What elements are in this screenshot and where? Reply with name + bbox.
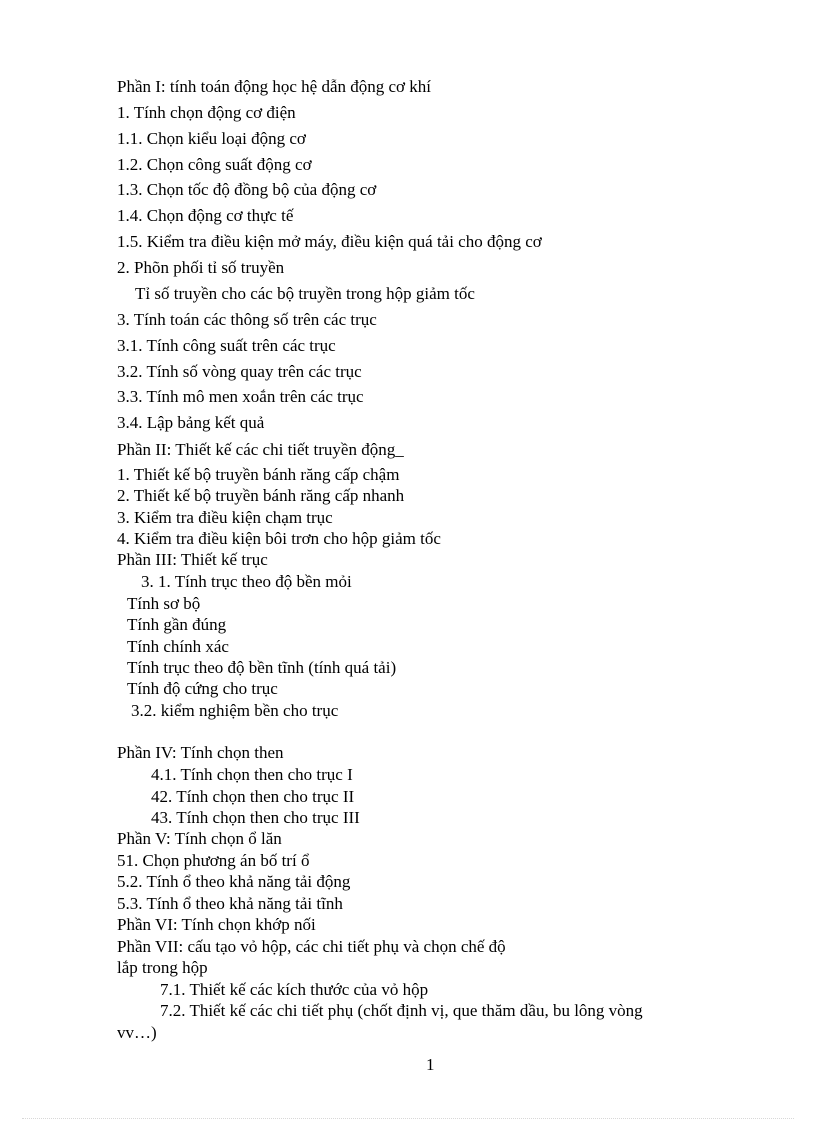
toc-line: 3.2. Tính số vòng quay trên các trục (117, 362, 362, 381)
toc-line: 7.2. Thiết kế các chi tiết phụ (chốt định vị, que thăm dầu, bu lông vòng (160, 1001, 643, 1020)
toc-line: 43. Tính chọn then cho trục III (151, 808, 360, 827)
toc-part-6-heading: Phần VI: Tính chọn khớp nối (117, 915, 316, 934)
toc-line: 3. Kiểm tra điều kiện chạm trục (117, 508, 333, 527)
toc-line: 4.1. Tính chọn then cho trục I (151, 765, 353, 784)
toc-line: Tính độ cứng cho trục (127, 679, 278, 698)
toc-part-7-heading: Phần VII: cấu tạo vỏ hộp, các chi tiết phụ và chọn chế độ (117, 937, 506, 956)
toc-line: 2. Thiết kế bộ truyền bánh răng cấp nhanh (117, 486, 405, 505)
toc-line: 3.2. kiểm nghiệm bền cho trục (131, 701, 339, 720)
toc-line: 3. Tính toán các thông số trên các trục (117, 310, 377, 329)
toc-line: vv…) (117, 1023, 157, 1042)
toc-line: 3.1. Tính công suất trên các trục (117, 336, 336, 355)
toc-line: Tính sơ bộ (127, 594, 201, 613)
toc-line: 1.1. Chọn kiểu loại động cơ (117, 129, 306, 148)
toc-line: 1.5. Kiểm tra điều kiện mở máy, điều kiện quá tải cho động cơ (117, 232, 542, 251)
toc-line: 1.4. Chọn động cơ thực tế (117, 206, 294, 225)
toc-part-4-heading: Phần IV: Tính chọn then (117, 743, 284, 762)
toc-line: Tỉ số truyền cho các bộ truyền trong hộp giảm tốc (135, 284, 475, 303)
toc-part-5-heading: Phần V: Tính chọn ổ lăn (117, 829, 282, 848)
toc-line: 1.2. Chọn công suất động cơ (117, 155, 312, 174)
page-number: 1 (426, 1055, 435, 1074)
toc-part-2-heading: Phần II: Thiết kế các chi tiết truyền động_ (117, 440, 404, 459)
toc-line: 4. Kiểm tra điều kiện bôi trơn cho hộp giảm tốc (117, 529, 441, 548)
toc-line: 42. Tính chọn then cho trục II (151, 787, 355, 806)
toc-line: 5.2. Tính ổ theo khả năng tải động (117, 872, 351, 891)
toc-part-3-heading: Phần III: Thiết kế trục (117, 550, 268, 569)
toc-line: Tính gần đúng (127, 615, 227, 634)
toc-line: lắp trong hộp (117, 958, 208, 977)
toc-line: Tính trục theo độ bền tĩnh (tính quá tải) (127, 658, 397, 677)
toc-line: 3.4. Lập bảng kết quả (117, 413, 265, 432)
toc-line: 51. Chọn phương án bố trí ổ (117, 851, 310, 870)
toc-line: 2. Phõn phối tỉ số truyền (117, 258, 285, 277)
toc-line: 1.3. Chọn tốc độ đồng bộ của động cơ (117, 180, 377, 199)
toc-part-1-heading: Phần I: tính toán động học hệ dẫn động cơ khí (117, 77, 431, 96)
toc-line: 5.3. Tính ổ theo khả năng tải tĩnh (117, 894, 343, 913)
toc-line: 3. 1. Tính trục theo độ bền mỏi (141, 572, 352, 591)
toc-line: 3.3. Tính mô men xoắn trên các trục (117, 387, 364, 406)
toc-line: Tính chính xác (127, 637, 229, 656)
toc-line: 1. Thiết kế bộ truyền bánh răng cấp chậm (117, 465, 400, 484)
page-bottom-divider (22, 1118, 794, 1119)
toc-line: 1. Tính chọn động cơ điện (117, 103, 296, 122)
toc-line: 7.1. Thiết kế các kích thước của vỏ hộp (160, 980, 429, 999)
